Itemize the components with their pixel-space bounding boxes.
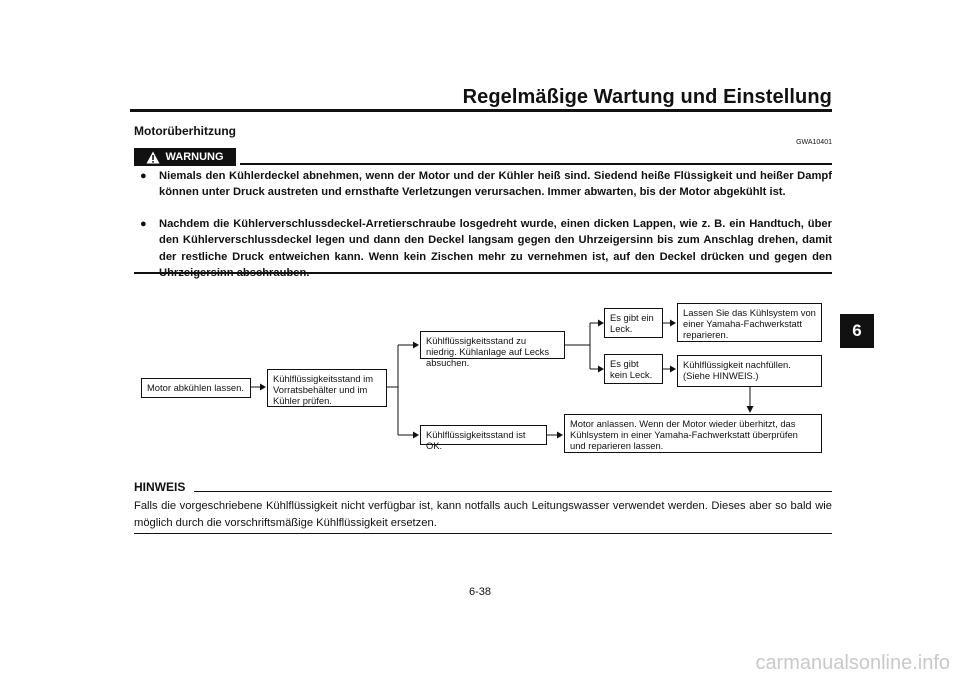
flow-box-add-coolant: Kühlflüssigkeit nachfüllen. (Siehe HINWEIS.) xyxy=(677,355,822,387)
page-header-title: Regelmäßige Wartung und Einstellung xyxy=(462,86,832,108)
warning-code: GWA10401 xyxy=(796,139,832,146)
note-bottom-rule xyxy=(134,533,832,534)
bullet: ● xyxy=(140,170,147,182)
warning-item-text: Niemals den Kühlerdeckel abnehmen, wenn der Motor und der Kühler heiß sind. Siedend heiße Flüssigkeit und heißer Dampf können unter Druck austreten und ernsthafte Verletzungen verursachen. Immer abwarten, bis der Motor abgekühlt ist. xyxy=(159,170,832,199)
chapter-tab: 6 xyxy=(840,314,874,348)
section-title: Motorüberhitzung xyxy=(134,124,236,138)
note-text: Falls die vorgeschriebene Kühlflüssigkeit nicht verfügbar ist, kann notfalls auch Leitungswasser verwendet werden. Dieses aber so bald wie möglich durch die vorschriftsmäßige Kühlflüssigkeit ersetzen. xyxy=(134,500,832,529)
page-number: 6-38 xyxy=(468,586,492,598)
flow-box-check-level: Kühlflüssigkeitsstand im Vorratsbehälter und im Kühler prüfen. xyxy=(267,369,387,407)
flow-box-level-ok: Kühlflüssigkeitsstand ist OK. xyxy=(420,425,547,445)
flow-box-leak-yes: Es gibt ein Leck. xyxy=(604,308,663,338)
warning-label: WARNUNG xyxy=(165,151,224,163)
flow-box-have-checked: Lassen Sie das Kühlsystem von einer Yamaha-Fachwerkstatt reparieren. xyxy=(677,303,822,342)
flow-box-leak-no: Es gibt kein Leck. xyxy=(604,354,663,384)
note-top-rule xyxy=(194,491,832,492)
warning-item-text: Nachdem die Kühlerverschlussdeckel-Arretierschraube losgedreht wurde, einen dicken Lappen, wie z. B. ein Handtuch, über den Kühlerverschlussdeckel legen und dann den Deckel langsam gegen den Uhrzeigersinn bis zum Anschlag drehen, damit der restliche Druck entweichen kann. Wenn kein Zischen mehr zu vernehmen ist, auf den Deckel drücken und gegen den xyxy=(159,218,832,263)
flow-box-cool-engine: Motor abkühlen lassen. xyxy=(141,378,251,398)
flow-box-start-engine: Motor anlassen. Wenn der Motor wieder überhitzt, das Kühlsystem in einer Yamaha-Fachwerkstatt überprüfen und reparieren lassen. xyxy=(564,414,822,453)
note-title: HINWEIS xyxy=(134,480,186,494)
bullet: ● xyxy=(140,218,147,230)
flow-box-level-low: Kühlflüssigkeitsstand zu niedrig. Kühlanlage auf Lecks absuchen. xyxy=(420,331,565,359)
watermark: carmanualsonline.info xyxy=(755,652,950,674)
